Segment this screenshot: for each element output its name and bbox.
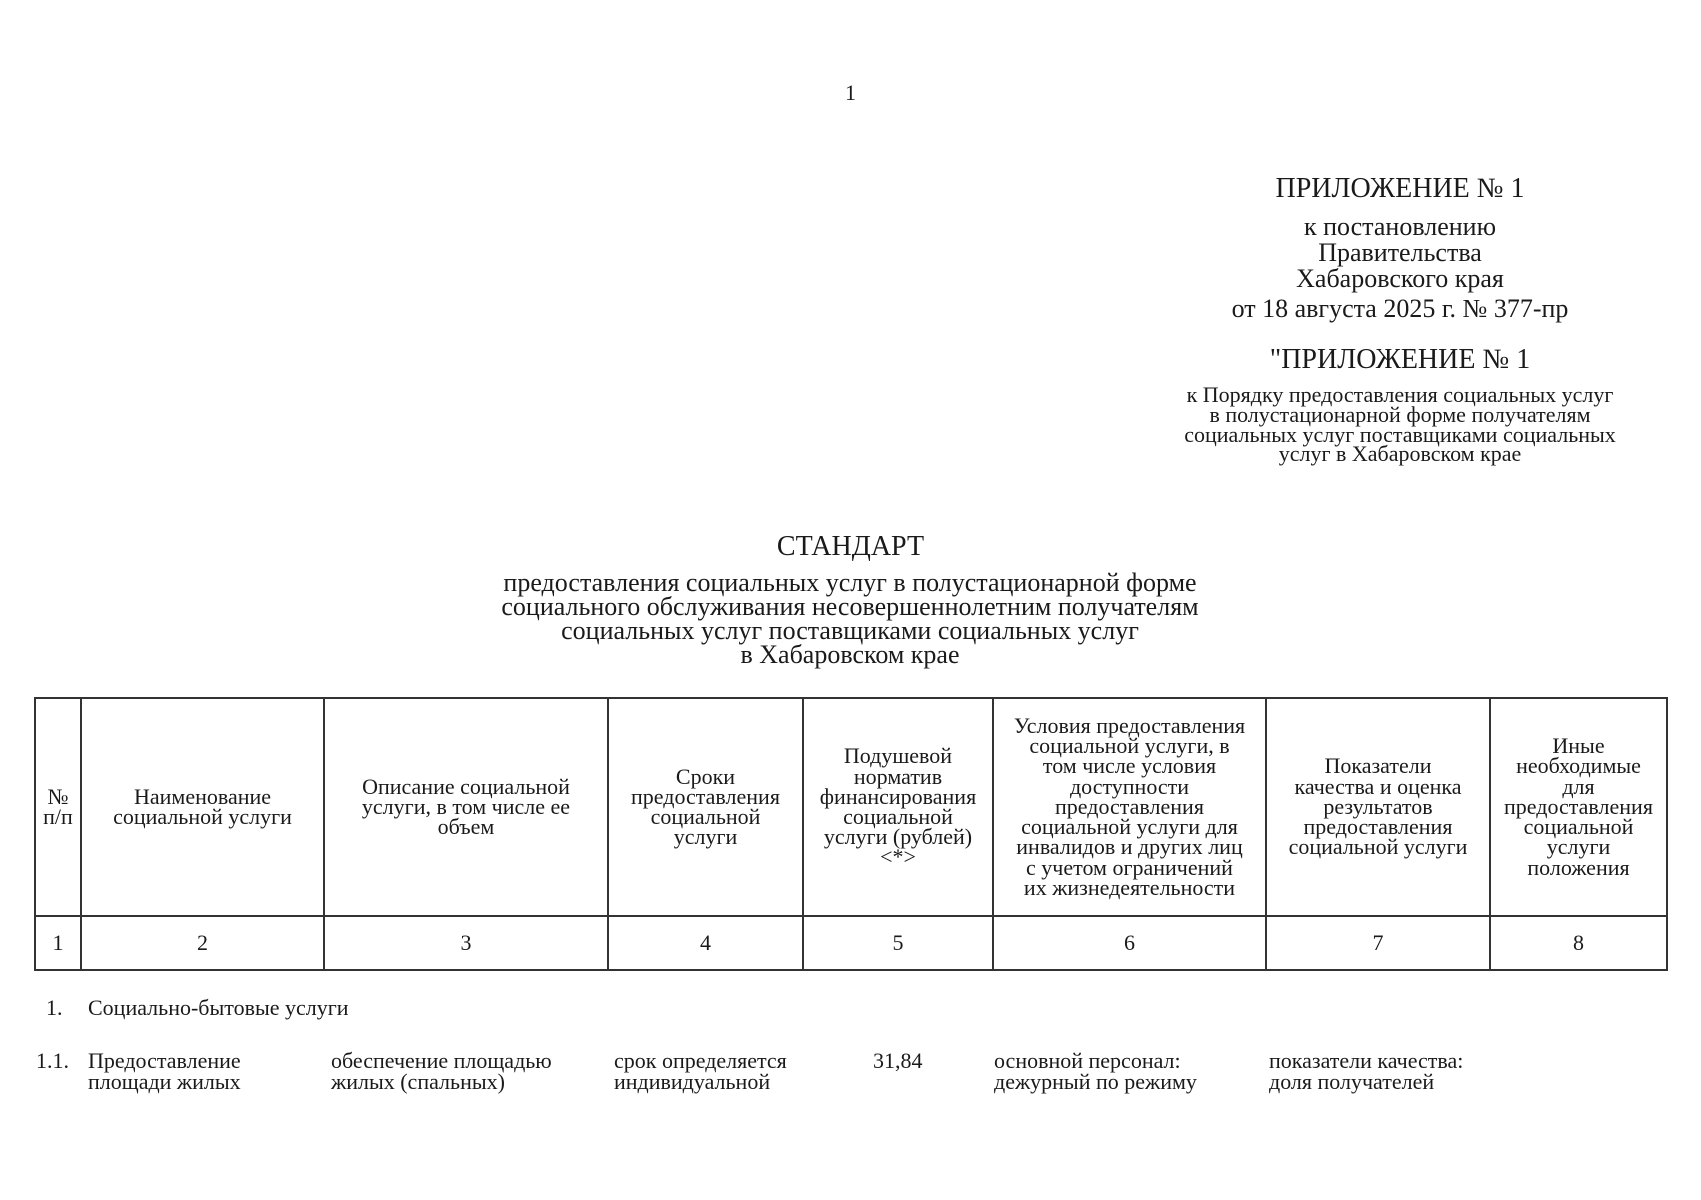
service-terms-line: индивидуальной [614,1068,771,1094]
service-terms-line: срок определяется [614,1048,787,1073]
header-line: объем [437,814,495,840]
header-number [35,698,81,916]
standard-title: СТАНДАРТ [776,531,925,562]
header-other-provisions [1490,698,1667,916]
header-service-name [81,698,324,916]
header-line: услуги (рублей) [823,824,973,850]
header-line: <*> [880,844,916,870]
header-service-conditions [993,698,1266,916]
order-ref-line: услуг в Хабаровском крае [1278,441,1522,467]
header-line: том числе условия [1042,753,1217,779]
header-line: услуги [1546,834,1611,860]
standard-subtitle [400,568,1300,669]
header-line: предоставления [1303,814,1453,840]
header-line: услуги [673,824,738,850]
appendix-ref-line: к постановлению [1303,212,1497,241]
quality-indicators [1269,1048,1464,1094]
column-number: 7 [1266,916,1490,970]
service-name-line: площади жилых [88,1068,241,1094]
service-description-line: жилых (спальных) [331,1068,505,1094]
appendix-ref-line: Хабаровского края [1296,264,1504,293]
column-number: 2 [81,916,324,970]
appendix-ref-line: Правительства [1318,238,1482,267]
section-title: Социально-бытовые услуги [88,995,349,1020]
column-number: 1 [35,916,81,970]
appendix-date: от 18 августа 2025 г. № 377-пр [1231,294,1569,323]
service-conditions [994,1048,1197,1094]
header-line: социальной услуги [113,804,292,829]
header-line: Показатели [1324,753,1432,779]
page-number: 1 [845,80,856,105]
header-line: социальной услуги [1288,834,1468,860]
subtitle-line: в Хабаровском крае [740,639,960,669]
header-line: № [47,783,69,809]
header-line: инвалидов и других лиц [1016,834,1243,860]
subtitle-line: социальных услуг поставщиками социальных услуг [561,615,1139,645]
service-name [88,1048,241,1094]
header-line: предоставления [631,783,780,809]
column-number: 3 [324,916,608,970]
appendix-title-quoted: "ПРИЛОЖЕНИЕ № 1 [1269,344,1531,375]
header-service-terms [608,698,803,916]
header-line: Сроки [675,763,736,789]
header-funding-norm [803,698,993,916]
order-ref-line: к Порядку предоставления социальных услуг [1186,382,1614,407]
header-line: Описание социальной [362,773,570,799]
funding-norm-value: 31,84 [873,1048,923,1073]
appendix-reference [1160,214,1640,292]
header-service-description [324,698,608,916]
service-description-line: обеспечение площадью [331,1048,552,1073]
section-number: 1. [46,995,63,1020]
column-number: 5 [803,916,993,970]
appendix-title: ПРИЛОЖЕНИЕ № 1 [1275,173,1525,204]
column-number-row [35,916,1667,970]
header-line: Подушевой [843,743,953,769]
appendix-order-reference [1160,382,1640,467]
header-line: финансирования [819,783,977,809]
header-line: социальной услуги для [1021,814,1238,840]
quality-indicators-line: доля получателей [1269,1068,1435,1094]
column-number: 8 [1490,916,1667,970]
header-line: с учетом ограничений [1026,854,1233,880]
header-line: социальной услуги, в [1029,733,1230,759]
header-line: предоставления [1504,793,1653,819]
header-line: необходимые [1516,753,1641,779]
quality-indicators-line: показатели качества: [1269,1048,1464,1073]
header-line: социальной [1523,814,1634,840]
service-terms [614,1048,787,1094]
header-line: норматив [853,763,943,789]
header-line: их жизнедеятельности [1023,874,1236,900]
table-header-row [35,698,1667,916]
standard-table [34,697,1668,971]
header-quality-indicators [1266,698,1490,916]
subtitle-line: предоставления социальных услуг в полустационарной форме [503,568,1197,597]
header-line: услуги, в том числе ее [361,793,571,819]
service-name-line: Предоставление [88,1048,241,1073]
service-description [331,1048,552,1094]
header-line: результатов [1323,793,1433,819]
header-line: Наименование [133,783,272,809]
header-line: социальной [843,804,953,829]
order-ref-line: социальных услуг поставщиками социальных [1184,421,1616,447]
service-conditions-line: основной персонал: [994,1048,1181,1073]
order-ref-line: в полустационарной форме получателям [1209,401,1591,427]
subtitle-line: социального обслуживания несовершеннолетним получателям [501,591,1199,621]
header-line: доступности [1069,773,1190,799]
header-line: положения [1527,854,1630,880]
header-line: предоставления [1055,793,1204,819]
column-number: 4 [608,916,803,970]
header-line: социальной [650,804,761,829]
header-line: Условия предоставления [1013,712,1246,738]
header-line: Иные [1552,733,1605,759]
row-number: 1.1. [36,1048,69,1073]
header-line: качества и оценка [1294,773,1462,799]
header-line: для [1562,773,1595,799]
header-line: п/п [43,804,73,829]
service-conditions-line: дежурный по режиму [994,1068,1197,1094]
column-number: 6 [993,916,1266,970]
